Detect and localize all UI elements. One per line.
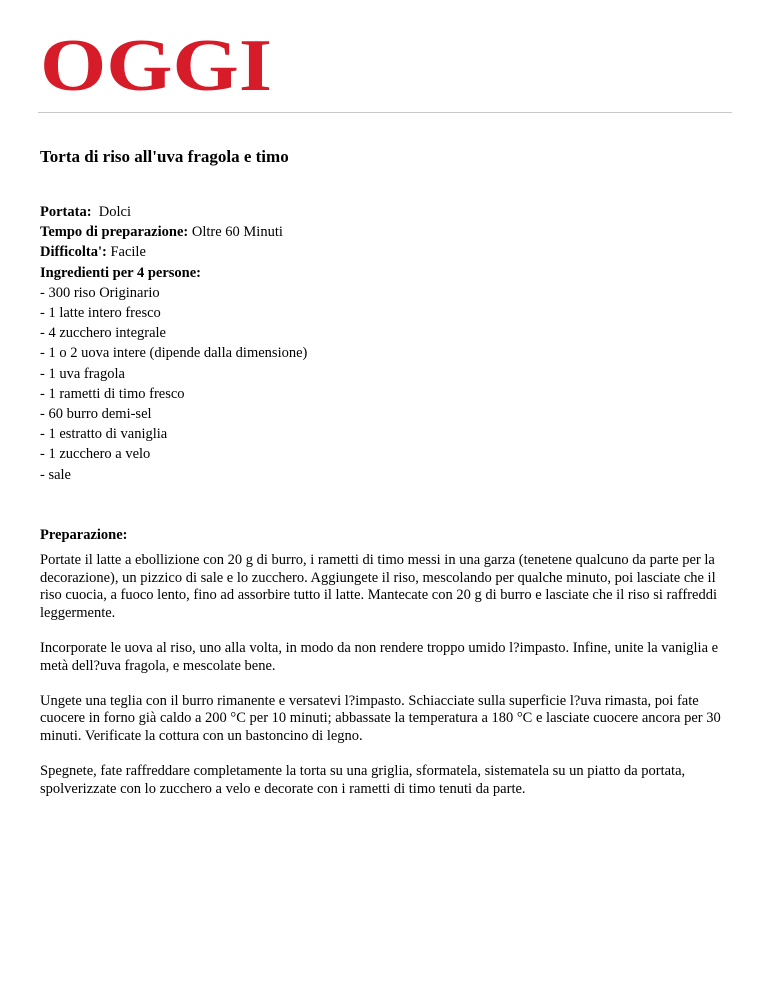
preparation-paragraph: Incorporate le uova al riso, uno alla volta, in modo da non rendere troppo umido l?impasto. Infine, unite la vaniglia e metà dell?uva fragola, e mescolate bene. [40, 639, 719, 674]
prep-time-value: Oltre 60 Minuti [191, 224, 283, 241]
ingredient-item: - 60 burro demi-sel [40, 406, 152, 423]
recipe-meta [40, 202, 730, 485]
course-value: Dolci [98, 204, 131, 220]
course-label: Portata: [40, 204, 92, 220]
ingredient-item: - 1 zucchero a velo [40, 446, 151, 463]
header-divider [38, 112, 732, 113]
prep-time-row [40, 222, 730, 242]
logo-text: OGGI [40, 32, 272, 96]
ingredient-item: - 4 zucchero integrale [40, 325, 166, 342]
recipe-title: Torta di riso all'uva fragola e timo [40, 147, 289, 166]
ingredients-heading: Ingredienti per 4 persone: [40, 264, 201, 281]
ingredient-item: - 1 rametti di timo fresco [40, 385, 185, 402]
ingredient-item: - 1 latte intero fresco [40, 305, 161, 322]
preparation-paragraph: Portate il latte a ebollizione con 20 g di burro, i rametti di timo messi in una garza (tenetene qualcuno da parte per la decorazione), un pizzico di sale e lo zucchero. Aggiungete il riso, mescolando per qualche minuto, poi lasciate che il riso cuocia, a fuoco lento, fino ad assorbire tutto il latte. Mantecate con 20 g di burro e lasciate che il riso si raffreddi leggermente. [40, 552, 717, 621]
ingredient-item: - sale [40, 466, 71, 483]
course-row [40, 202, 730, 222]
preparation-heading: Preparazione: [40, 527, 128, 543]
ingredient-item: - 1 o 2 uova intere (dipende dalla dimensione) [40, 345, 308, 362]
preparation-paragraph: Ungete una teglia con il burro rimanente e versatevi l?impasto. Schiacciate sulla superficie l?uva rimasta, poi fate cuocere in forno già caldo a 200 °C per 10 minuti; abbassate la temperatura a 180 °C e lasciate cuocere ancora per 30 minuti. Verificate la cottura con un bastoncino di legno. [40, 692, 721, 744]
oggi-logo-mark [38, 32, 274, 96]
ingredients-list [40, 283, 730, 485]
ingredient-item: - 1 uva fragola [40, 365, 125, 382]
preparation-paragraph: Spegnete, fate raffreddare completamente la torta su una griglia, sformatela, sistematela su un piatto da portata, spolverizzate con lo zucchero a velo e decorate con i rametti di timo tenuti da parte. [40, 763, 686, 797]
ingredient-item: - 1 estratto di vaniglia [40, 426, 168, 443]
oggi-logo [38, 32, 274, 96]
ingredient-item: - 300 riso Originario [40, 284, 160, 301]
prep-time-label: Tempo di preparazione: [40, 224, 189, 241]
difficulty-label: Difficolta': [40, 244, 107, 261]
difficulty-value: Facile [110, 244, 146, 261]
difficulty-row [40, 242, 730, 262]
preparation-steps [40, 552, 740, 816]
